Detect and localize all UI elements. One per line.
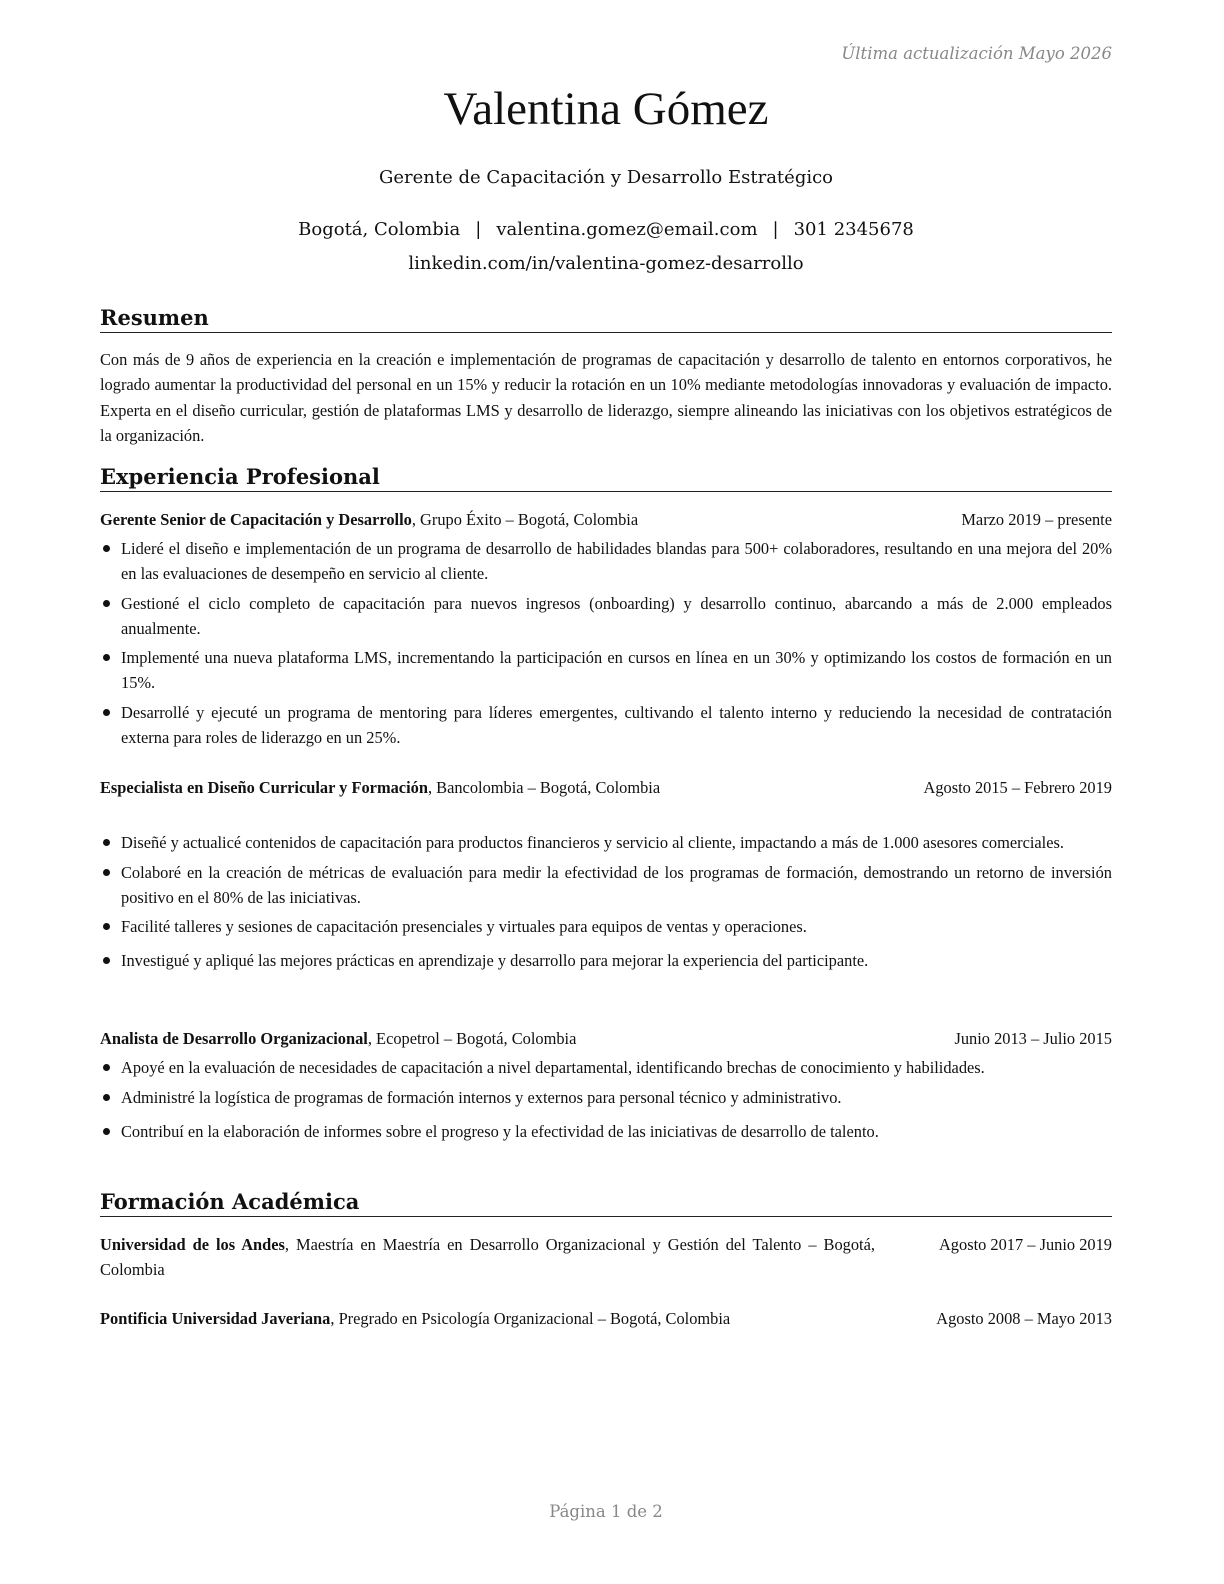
separator: | xyxy=(475,219,482,240)
education-dates: Agosto 2017 – Junio 2019 xyxy=(938,1235,1112,1254)
school-name: Universidad de los Andes xyxy=(100,1235,285,1254)
experience-heading: Experiencia Profesional xyxy=(100,464,1112,492)
school-name: Pontificia Universidad Javeriana xyxy=(100,1309,331,1328)
last-updated: Última actualización Mayo 2026 xyxy=(841,44,1112,63)
job-header xyxy=(100,1026,1112,1051)
job-org: , Bancolombia – Bogotá, Colombia xyxy=(427,778,661,797)
job-bullets xyxy=(100,830,1112,978)
job-dates: Marzo 2019 – presente xyxy=(961,510,1112,529)
contact-line xyxy=(100,219,1112,240)
list-item: Apoyé en la evaluación de necesidades de capacitación a nivel departamental, identificando brechas de conocimiento y habilidades. xyxy=(100,1055,1112,1080)
list-item: Desarrollé y ejecuté un programa de mentoring para líderes emergentes, cultivando el talento interno y reduciendo la necesidad de contratación externa para roles de liderazgo en un 25%. xyxy=(100,700,1112,750)
list-item: Diseñé y actualicé contenidos de capacitación para productos financieros y servicio al cliente, impactando a más de 1.000 asesores comerciales. xyxy=(100,830,1112,855)
education-item xyxy=(100,1306,1112,1331)
linkedin-link[interactable]: linkedin.com/in/valentina-gomez-desarrollo xyxy=(408,253,804,274)
list-item: Investigué y apliqué las mejores prácticas en aprendizaje y desarrollo para mejorar la experiencia del participante. xyxy=(100,948,1112,973)
page-number: Página 1 de 2 xyxy=(549,1502,663,1521)
list-item: Administré la logística de programas de formación internos y externos para personal técnico y administrativo. xyxy=(100,1085,1112,1110)
education-dates: Agosto 2008 – Mayo 2013 xyxy=(936,1309,1112,1328)
list-item: Implementé una nueva plataforma LMS, incrementando la participación en cursos en línea en un 30% y optimizando los costos de formación en un 15%. xyxy=(100,645,1112,695)
list-item: Facilité talleres y sesiones de capacitación presenciales y virtuales para equipos de ventas y operaciones. xyxy=(100,914,1112,939)
summary-text: Con más de 9 años de experiencia en la creación e implementación de programas de capacitación y desarrollo de talento en entornos corporativos, he logrado aumentar la productividad del personal en un 15% y reducir la rotación en un 10% mediante metodologías innovadoras y evaluación de impacto. Experta en el diseño curricular, gestión de plataformas LMS y desarrollo de liderazgo, siempre alineando las iniciativas con los objetivos estratégicos de la organización. xyxy=(100,350,1112,445)
location: Bogotá, Colombia xyxy=(298,219,461,240)
list-item: Gestioné el ciclo completo de capacitación para nuevos ingresos (onboarding) y desarrollo continuo, abarcando a más de 2.000 empleados anualmente. xyxy=(100,591,1112,641)
education-item xyxy=(100,1232,1112,1282)
job-org: , Grupo Éxito – Bogotá, Colombia xyxy=(411,510,639,529)
separator: | xyxy=(772,219,779,240)
job-dates: Agosto 2015 – Febrero 2019 xyxy=(923,778,1112,797)
degree-detail: , Pregrado en Psicología Organizacional – Bogotá, Colombia xyxy=(330,1309,731,1328)
job-bullets xyxy=(100,1055,1112,1148)
list-item: Lideré el diseño e implementación de un programa de desarrollo de habilidades blandas para 500+ colaboradores, resultando en una mejora del 20% en las evaluaciones de desempeño en servicio al cliente. xyxy=(100,536,1112,586)
summary-heading: Resumen xyxy=(100,305,1112,333)
email-link[interactable]: valentina.gomez@email.com xyxy=(496,219,758,240)
resume-page xyxy=(100,0,1112,1584)
list-item: Contribuí en la elaboración de informes sobre el progreso y la efectividad de las iniciativas de desarrollo de talento. xyxy=(100,1119,1112,1144)
job-role: Analista de Desarrollo Organizacional xyxy=(100,1029,368,1048)
phone: 301 2345678 xyxy=(793,219,914,240)
job-role: Especialista en Diseño Curricular y Formación xyxy=(100,778,428,797)
list-item: Colaboré en la creación de métricas de evaluación para medir la efectividad de los programas de formación, demostrando un retorno de inversión positivo en el 80% de las iniciativas. xyxy=(100,860,1112,910)
job-dates: Junio 2013 – Julio 2015 xyxy=(954,1029,1112,1048)
candidate-title: Gerente de Capacitación y Desarrollo Estratégico xyxy=(378,167,834,188)
education-heading: Formación Académica xyxy=(100,1189,1112,1217)
job-role: Gerente Senior de Capacitación y Desarrollo xyxy=(100,510,412,529)
job-org: , Ecopetrol – Bogotá, Colombia xyxy=(367,1029,577,1048)
job-header xyxy=(100,507,1112,532)
job-bullets xyxy=(100,536,1112,754)
candidate-name: Valentina Gómez xyxy=(443,83,769,135)
job-header xyxy=(100,775,1112,800)
degree-detail: , Maestría en Maestría en Desarrollo Organizacional y Gestión del Talento – Bogotá, Colombia xyxy=(100,1235,875,1279)
